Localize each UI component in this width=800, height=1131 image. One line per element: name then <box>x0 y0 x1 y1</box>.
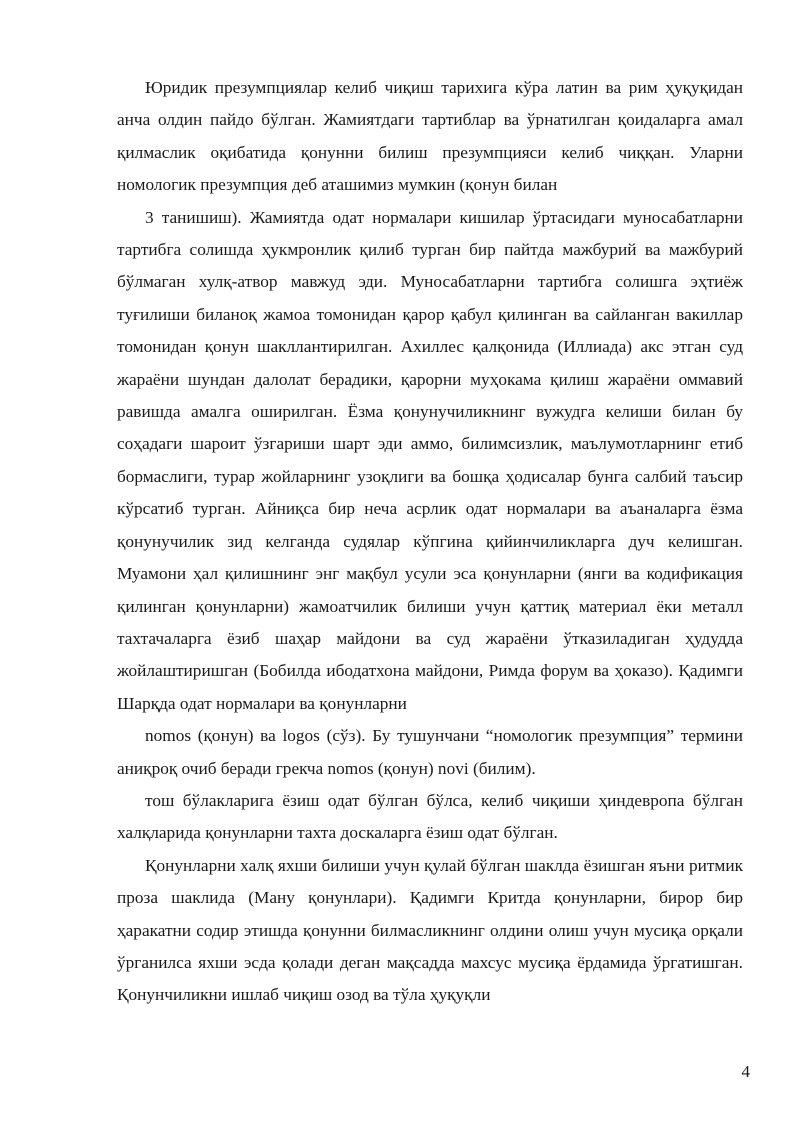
paragraph-customary-norms: 3 танишиш). Жамиятда одат нормалари кишилар ўртасидаги муносабатларни тартибга солишда ҳукмронлик қилиб турган бир пайтда мажбурий ва мажбурий бўлмаган хулқ-атвор мавжуд эди. Муносабатларни тартибга солишга эҳтиёж туғилиши биланоқ жамоа томонидан қарор қабул қилинган ва сайланган вакиллар томонидан қонун шакллантирилган. Ахиллес қалқонида (Иллиада) акс этган суд жараёни шундан далолат берадики, қарорни муҳокама қилиш жараёни оммавий равишда амалга оширилган. Ёзма қонунучиликнинг вужудга келиши билан бу соҳадаги шароит ўзгариши шарт эди аммо, билимсизлик, маълумотларнинг етиб бормаслиги, турар жойларнинг узоқлиги ва бошқа ҳодисалар бунга салбий таъсир кўрсатиб турган. Айниқса бир неча асрлик одат нормалари ва аъаналарга ёзма қонунучилик зид келганда судялар кўпгина қийинчиликларга дуч келишган. Муамони ҳал қилишнинг энг мақбул усули эса қонунларни (янги ва кодификация қилинган қонунларни) жамоатчилик билиши учун қаттиқ материал ёки металл тахтачаларга ёзиб шаҳар майдони ва суд жараёни ўтказиладиган ҳудудда жойлаштиришган (Бобилда ибодатхона майдони, Римда форум ва ҳоказо). Қадимги Шарқда одат нормалари ва қонунларни <box>117 207 743 713</box>
paragraph-legal-presumptions-origin: Юридик презумпциялар келиб чиқиш тарихига кўра латин ва рим ҳуқуқидан анча олдин пайдо бўлган. Жамиятдаги тартиблар ва ўрнатилган қоидаларга амал қилмаслик оқибатида қонунни билиш презумпцияси келиб чиққан. Уларни номологик презумпция деб аташимиз мумкин (қонун билан <box>117 78 743 195</box>
paragraph-nomos-logos: nomos (қонун) ва logos (сўз). Бу тушунчани “номологик презумпция” термини аниқроқ очиб беради грекча nomos (қонун) novi (билим). <box>117 726 743 778</box>
paragraph-rhythmic-prose: Қонунларни халқ яхши билиши учун қулай бўлган шаклда ёзишган яъни ритмик проза шаклида (Ману қонунлари). Қадимги Критда қонунларни, бирор бир ҳаракатни содир этишда қонунни билмасликнинг олдини олиш учун мусиқа орқали ўрганилса яхши эсда қолади деган мақсадда махсус мусиқа ёрдамида ўргатишган. Қонунчиликни ишлаб чиқиш озод ва тўла ҳуқуқли <box>117 855 743 1005</box>
page-number: 4 <box>741 1062 750 1081</box>
paragraph-stone-tablets: тош бўлакларига ёзиш одат бўлган бўлса, келиб чиқиши ҳиндевропа бўлган халқларида қонунларни тахта доскаларга ёзиш одат бўлган. <box>117 790 743 843</box>
document-page <box>117 72 743 1012</box>
